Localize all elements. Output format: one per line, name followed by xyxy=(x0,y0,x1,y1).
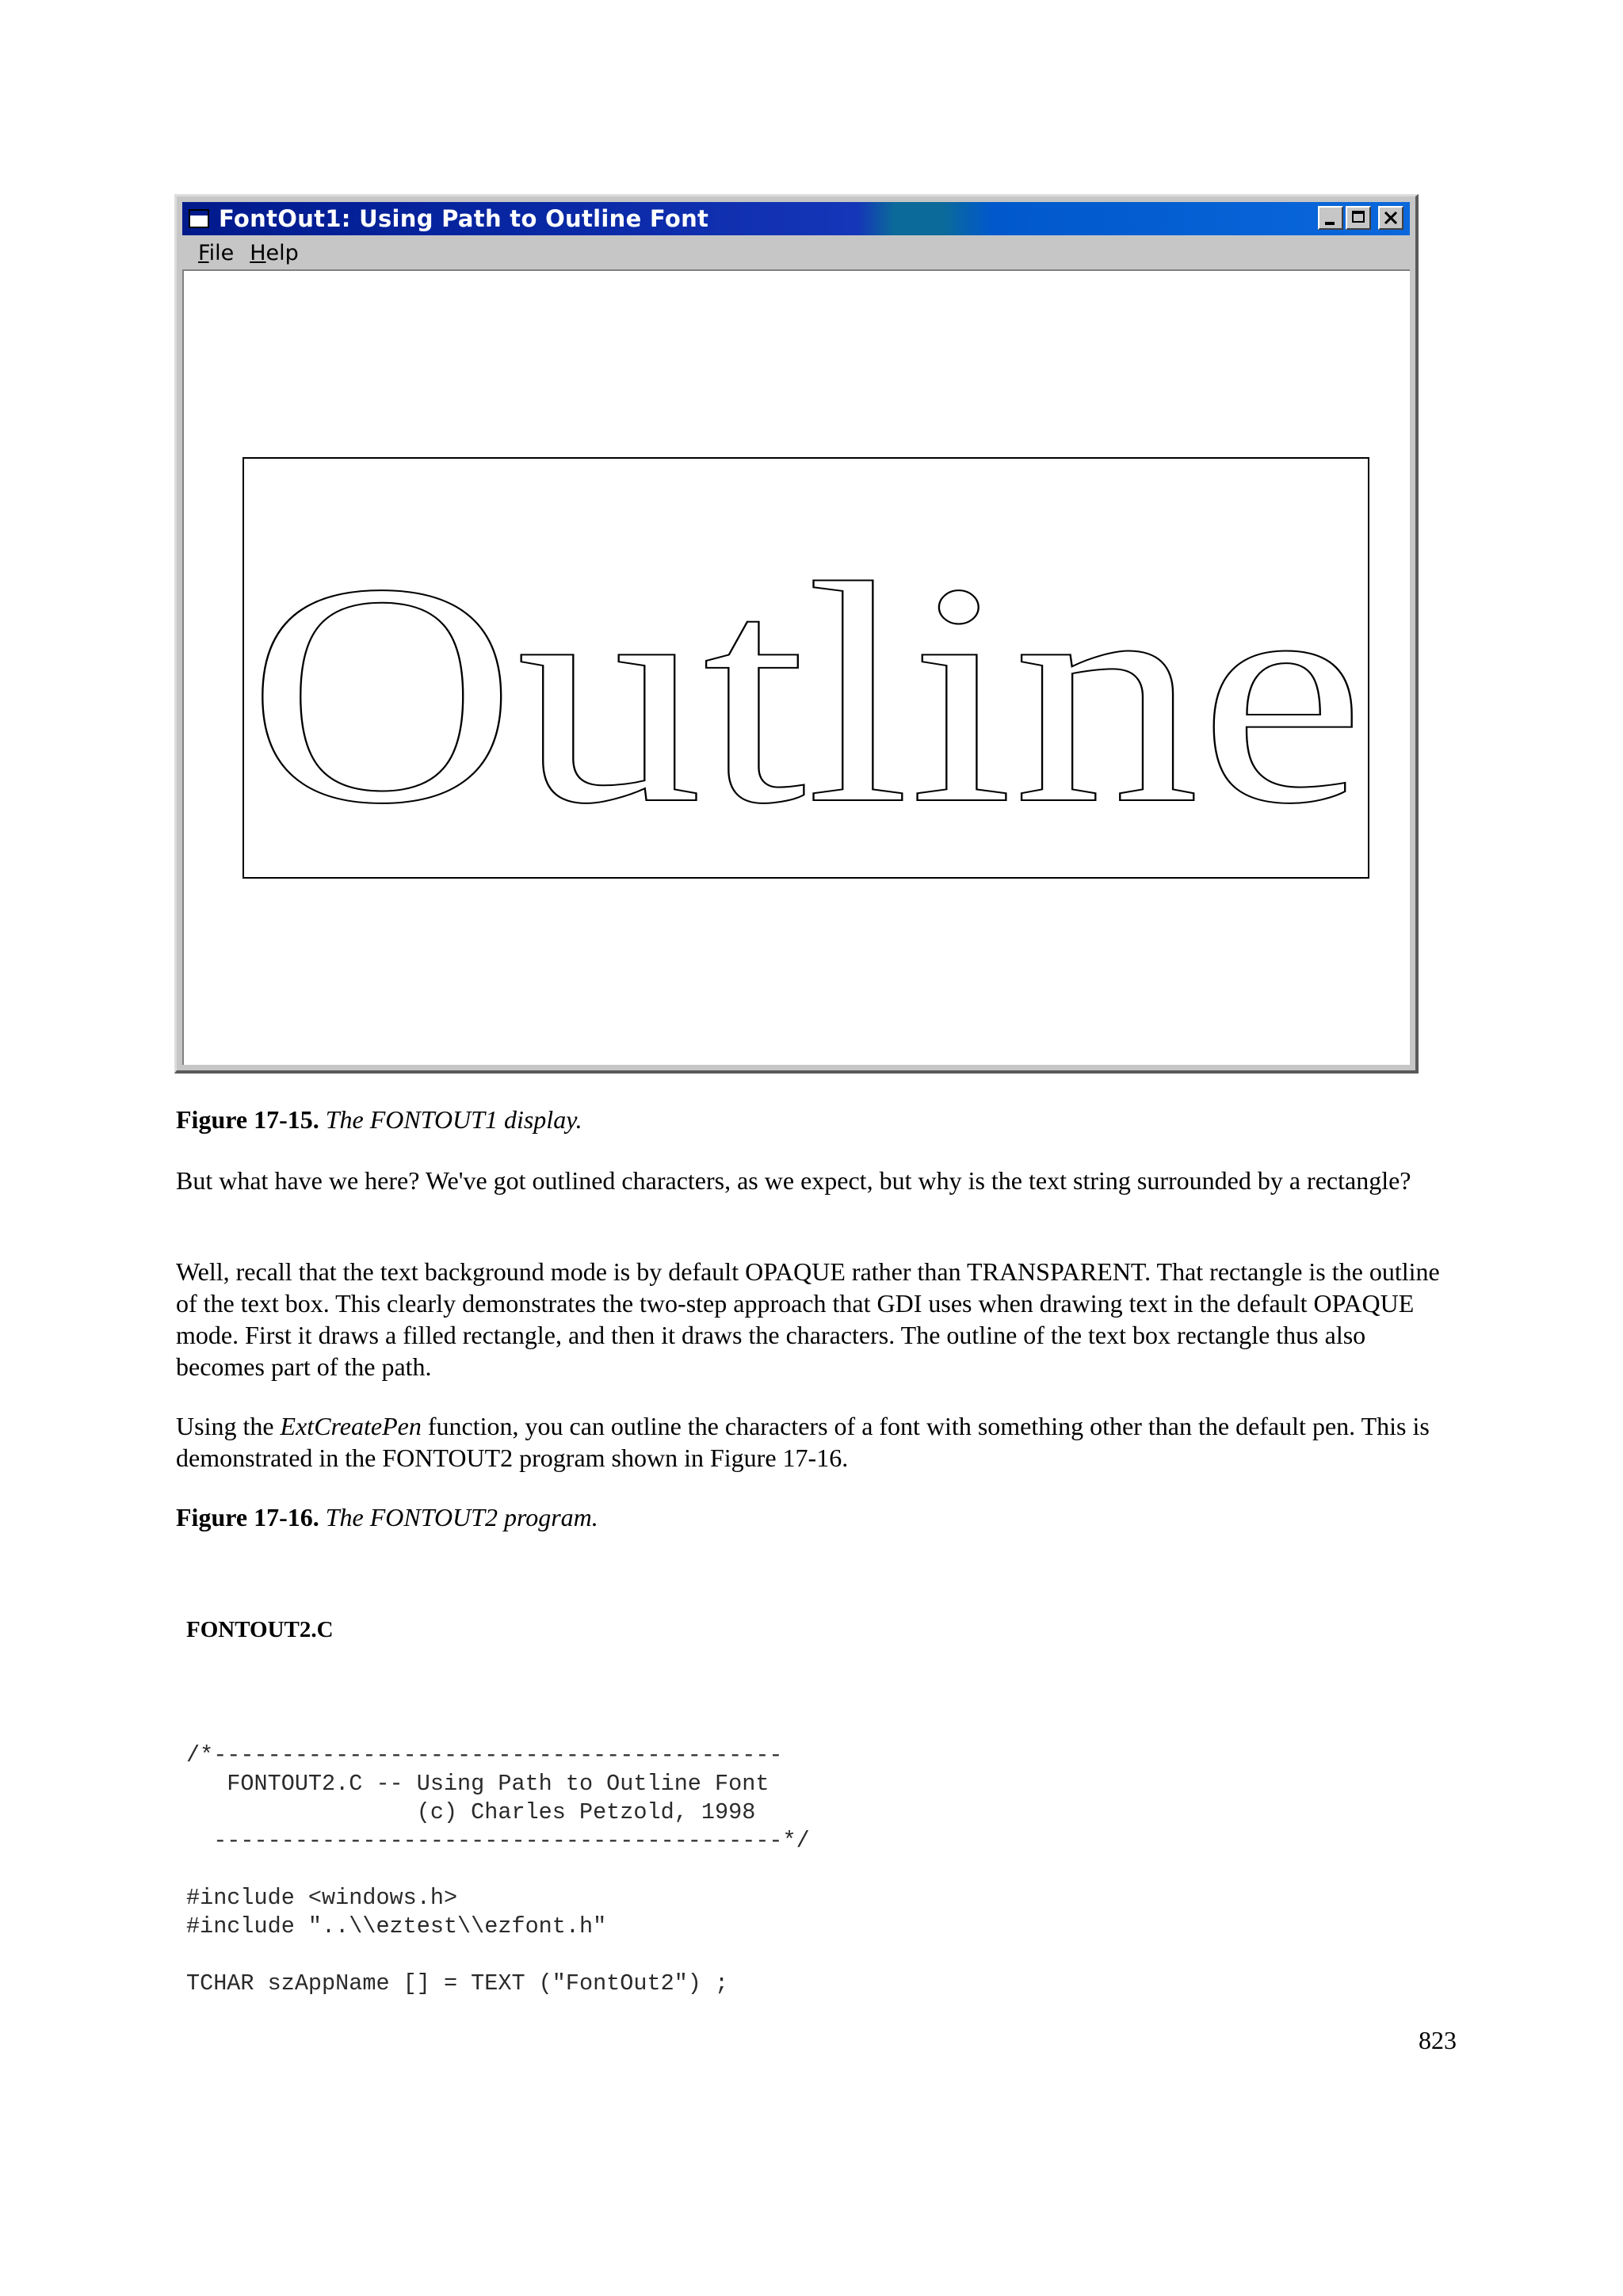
menu-help[interactable]: Help xyxy=(250,240,299,265)
code-line xyxy=(186,1941,810,1970)
menu-bar xyxy=(182,238,1410,268)
fontout1-window xyxy=(174,194,1419,1074)
function-name: ExtCreatePen xyxy=(280,1412,422,1440)
outline-display xyxy=(184,271,1404,1063)
page-number: 823 xyxy=(1419,2026,1457,2054)
client-area xyxy=(182,269,1410,1065)
window-controls xyxy=(1318,206,1403,230)
figure-caption-17-15: Figure 17-15. The FONTOUT1 display. xyxy=(176,1105,582,1134)
code-line: #include <windows.h> xyxy=(186,1885,458,1911)
outlined-text: Outline xyxy=(247,518,1365,869)
minimize-icon xyxy=(1325,222,1335,225)
close-icon xyxy=(1384,212,1398,224)
maximize-icon xyxy=(1352,211,1365,223)
paragraph-2: Well, recall that the text background mode is by default OPAQUE rather than TRANSPARENT. That rectangle is the outline of the text box. This clearly demonstrates the two-step approach that GDI uses when drawing text in the default OPAQUE mode. First it draws a filled rectangle, and then it draws the characters. The outline of the text box rectangle thus also becomes part of the path. xyxy=(176,1257,1440,1381)
close-button[interactable] xyxy=(1378,206,1403,230)
title-bar[interactable] xyxy=(182,202,1410,235)
maximize-button[interactable] xyxy=(1346,206,1371,230)
code-line: /*------------------------------------------ xyxy=(186,1742,783,1768)
paragraph-3: Using the ExtCreatePen function, you can outline the characters of a font with something other than the default pen. This is demonstrated in the FONTOUT2 program shown in Figure 17-16. xyxy=(176,1412,1430,1472)
file-heading: FONTOUT2.C xyxy=(186,1617,334,1642)
code-line: TCHAR szAppName [] = TEXT ("FontOut2") ; xyxy=(186,1970,729,1997)
system-menu-icon[interactable] xyxy=(189,209,209,228)
code-line xyxy=(186,1855,810,1884)
code-listing xyxy=(186,1741,810,1998)
window-title: FontOut1: Using Path to Outline Font xyxy=(219,205,709,232)
code-line: (c) Charles Petzold, 1998 xyxy=(186,1799,756,1825)
paragraph-1: But what have we here? We've got outlined characters, as we expect, but why is the text string surrounded by a rectangle? xyxy=(176,1166,1411,1195)
code-line: ------------------------------------------*/ xyxy=(186,1828,810,1854)
minimize-button[interactable] xyxy=(1318,206,1343,230)
code-line: #include "..\\eztest\\ezfont.h" xyxy=(186,1913,607,1939)
menu-file[interactable]: File xyxy=(198,240,235,265)
code-line: FONTOUT2.C -- Using Path to Outline Font xyxy=(186,1771,769,1797)
figure-caption-17-16: Figure 17-16. The FONTOUT2 program. xyxy=(176,1503,598,1531)
